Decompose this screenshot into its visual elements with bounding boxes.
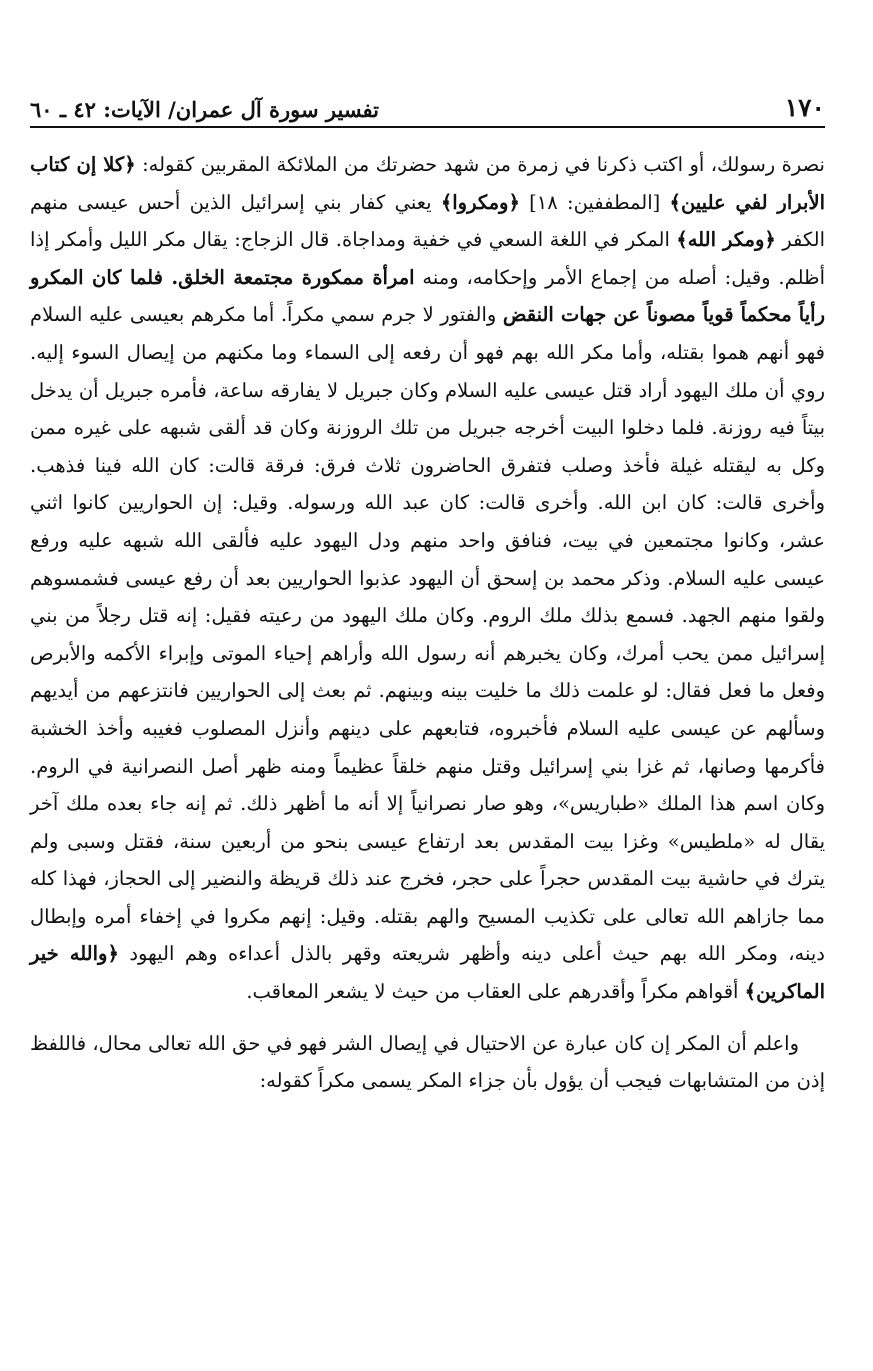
page-header — [30, 88, 825, 128]
paragraph-2: واعلم أن المكر إن كان عبارة عن الاحتيال في إيصال الشر فهو في حق الله تعالى محال، فاللفظ إذن من المتشابهات فيجب أن يؤول بأن جزاء المكر يسمى مكراً كقوله: — [30, 1031, 825, 1093]
quran-verse: ﴿كلا إن كتاب الأبرار لفي عليين﴾ — [30, 153, 825, 214]
text-run: أقواهم مكراً وأقدرهم على العقاب من حيث لا يشعر المعاقب. — [246, 980, 745, 1004]
emphasized-text: امرأة ممكورة مجتمعة الخلق. فلما كان المكرو رأياً محكماً قوياً مصوناً عن جهات النقض — [30, 265, 825, 327]
text-run: والفتور لا جرم سمي مكراً. أما مكرهم بعيسى عليه السلام فهو أنهم هموا بقتله، وأما مكر الله بهم فهو أن رفعه إلى السماء وما مكنهم من إيصال السوء إليه. روي أن ملك اليهود أراد قتل عيسى عليه السلام وكان جبريل لا يفارقه ساعة، فأمره جبريل أن يدخل بيتاً فيه روزنة. فلما دخلوا البيت أخرجه جبريل من تلك الروزنة وكان قد ألقى شبهه على غيره ممن وكل به ليقتله غيلة فأخذ وصلب فتفرق الحاضرون ثلاث فرق: فرقة قالت: كان الله فينا فذهب. وأخرى قالت: كان ابن الله. وأخرى قالت: كان عبد الله ورسوله. وقيل: إن الحواريين كانوا اثني عشر، وكانوا مجتمعين في بيت، فنافق واحد منهم ودل اليهود عليه فألقى الله شبهه عليه ورفع عيسى عليه السلام. وذكر محمد بن إسحق أن اليهود عذبوا الحواريين بعد أن رفع عيسى فشمسوهم ولقوا منهم الجهد. فسمع بذلك ملك الروم. وكان ملك اليهود من رعيته فقيل: إنه قتل رجلاً من بني إسرائيل ممن يحب أمرك، وكان يخبرهم أنه رسول الله وأراهم إحياء الموتى وإبراء الأكمه والأبرص وفعل ما فعل فقال: لو علمت ذلك ما خليت بينه وبينهم. ثم بعث إلى الحواريين فانتزعهم من أيديهم وسألهم عن عيسى عليه السلام فأخبروه، فتابعهم على دينهم وأنزل المصلوب فغيبه وأخذ الخشبة فأكرمها وصانها، ثم غزا بني إسرائيل وقتل منهم خلقاً عظيماً ومنه ظهر أصل النصرانية في الروم. وكان اسم هذا الملك «طباريس»، وهو صار نصرانياً إلا أنه ما أظهر ذلك. ثم إنه جاء بعده ملك آخر يقال له «ملطيس» وغزا بيت المقدس بعد ارتفاع عيسى بنحو من أربعين سنة، فقتل وسبى ولم يترك في حاشية بيت المقدس حجراً على حجر، فخرج عند ذلك قريظة والنضير إلى الحجاز، فهذا كله مما جازاهم الله تعالى على تكذيب المسيح والهم بقتله. وقيل: إنهم مكروا في إخفاء أمره وإبطال دينه، ومكر الله بهم حيث أعلى دينه وأظهر شريعته وقهر بالذل أعداءه وهم اليهود — [30, 303, 825, 966]
page-number: ١٧٠ — [784, 93, 825, 122]
text-run: المكر في اللغة السعي في خفية ومداجاة. قال الزجاج: يقال مكر الليل وأمكر إذا أظلم. وقيل: أصله من إجماع الأمر وإحكامه، ومنه — [30, 228, 825, 289]
quran-verse: ﴿ومكروا﴾ — [440, 190, 520, 214]
running-title: تفسير سورة آل عمران/ الآيات: ٤٢ ـ ٦٠ — [30, 97, 380, 122]
text-run: نصرة رسولك، أو اكتب ذكرنا في زمرة من شهد حضرتك من الملائكة المقربين كقوله: — [135, 153, 825, 176]
quran-verse: ﴿والله خير الماكرين﴾ — [30, 942, 825, 1004]
text-run: يعني كفار بني إسرائيل الذين أحس عيسى منهم الكفر — [30, 190, 825, 252]
paragraph-1 — [30, 146, 825, 1011]
quran-verse: ﴿ومكر الله﴾ — [676, 228, 776, 252]
body-text — [30, 146, 825, 1100]
citation: [المطففين: ١٨] — [519, 190, 670, 214]
